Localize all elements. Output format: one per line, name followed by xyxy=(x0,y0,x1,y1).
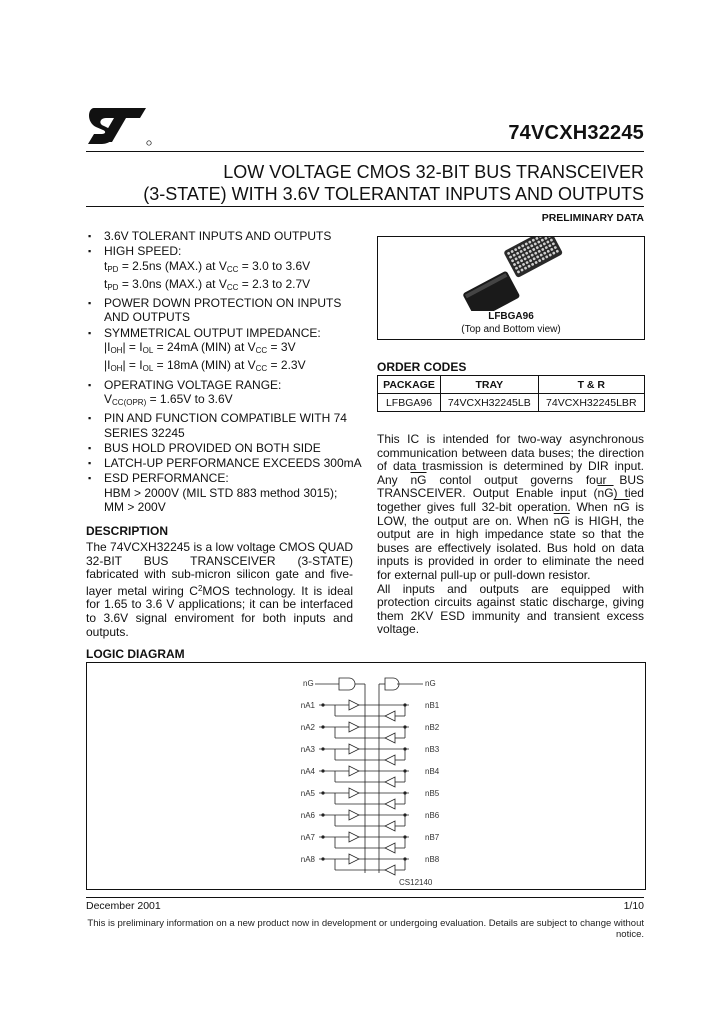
feature-item: ▪ POWER DOWN PROTECTION ON INPUTS AND OUTPUTS xyxy=(88,296,342,325)
junction-dot xyxy=(321,857,324,860)
footer-note: This is preliminary information on a new product now in development or undergoing evaluation. Details are subject to change without notice. xyxy=(87,918,644,940)
buffer-right-icon xyxy=(349,700,359,710)
figure-code: CS12140 xyxy=(399,878,433,887)
st-logo xyxy=(86,104,152,146)
b-pin-label: nB7 xyxy=(425,833,440,842)
b-pin-label: nB1 xyxy=(425,701,440,710)
buffer-right-icon xyxy=(349,722,359,732)
buffer-left-icon xyxy=(385,711,395,721)
a-pin-label: nA7 xyxy=(300,833,315,842)
buffer-left-icon xyxy=(385,843,395,853)
title-line-2: (3-STATE) WITH 3.6V TOLERANTAT INPUTS AND OUTPUTS xyxy=(143,184,644,204)
b-pin-label: nB5 xyxy=(425,789,440,798)
description-heading: DESCRIPTION xyxy=(86,524,169,538)
b-pin-label: nB3 xyxy=(425,745,440,754)
logic-diagram-heading: LOGIC DIAGRAM xyxy=(86,647,185,661)
column-header: T & R xyxy=(538,376,644,394)
a-pin-label: nA6 xyxy=(300,811,315,820)
buffer-right-icon xyxy=(349,810,359,820)
buffer-left-icon xyxy=(385,777,395,787)
order-codes-table xyxy=(377,375,645,412)
package-caption: (Top and Bottom view) xyxy=(461,324,561,335)
control-label-right: nG xyxy=(425,679,436,688)
feature-list xyxy=(86,229,366,515)
header-rule xyxy=(86,151,644,152)
function-text: This IC is intended for two-way asynchronous communication between data buses; the direction of data trasmission is determined by DIR input. Any $\overline{nG}$ contol output governs four BUS TRANSCEIVER. Output Enable input $(\overline{nG})$ tied together gives full 32-bit operation. When $\overline{nG}$ is LOW, the output are on. When $\overline{nG}$ is HIGH, the output are in high impedance state so that the buses are effectively isolated. Bus hold on data inputs is provided in order to eliminate the need for external pull-up or pull-down resistor. All inputs and outputs are equipped with protection circuits against static discharge, giving them 2KV ESD immunity and transient excess voltage. xyxy=(377,432,644,637)
buffer-left-icon xyxy=(385,799,395,809)
bga-package-image xyxy=(378,237,644,311)
a-pin-label: nA4 xyxy=(300,767,315,776)
footer-rule xyxy=(86,897,644,898)
table-cell: LFBGA96 xyxy=(378,394,441,412)
table-header-row xyxy=(378,376,645,394)
column-header: PACKAGE xyxy=(378,376,441,394)
feature-item: ▪ 3.6V TOLERANT INPUTS AND OUTPUTS xyxy=(88,229,332,243)
bullet-icon: ▪ xyxy=(88,327,92,338)
feature-item: ▪ ESD PERFORMANCE: HBM > 2000V (MIL STD 883 method 3015); MM > 200V xyxy=(88,471,338,515)
footer-date: December 2001 xyxy=(86,900,161,912)
page-title xyxy=(86,161,644,205)
feature-item: ▪ SYMMETRICAL OUTPUT IMPEDANCE: $|I_{OH}| = I_{OL} = 24mA$ (MIN) at $V_{CC} = 3V$ $|I_{OH}| = I_{OL} = 18mA$ (MIN) at $V_{CC} = 2.3V$ xyxy=(88,325,321,374)
buffer-right-icon xyxy=(349,766,359,776)
b-pin-label: nB4 xyxy=(425,767,440,776)
and-gate-icon xyxy=(339,678,355,690)
order-codes-heading: ORDER CODES xyxy=(377,360,467,374)
junction-dot xyxy=(321,703,324,706)
control-label-left: nG xyxy=(303,679,314,688)
column-header: TRAY xyxy=(441,376,539,394)
table-cell: 74VCXH32245LB xyxy=(441,394,539,412)
preliminary-label: PRELIMINARY DATA xyxy=(541,212,644,224)
buffer-left-icon xyxy=(385,755,395,765)
buffer-left-icon xyxy=(385,821,395,831)
logic-diagram xyxy=(86,662,646,890)
feature-item: ▪ PIN AND FUNCTION COMPATIBLE WITH 74 SERIES 32245 xyxy=(88,411,347,440)
logic-diagram-svg xyxy=(87,663,645,889)
table-row xyxy=(378,394,645,412)
buffer-right-icon xyxy=(349,788,359,798)
package-figure xyxy=(377,236,645,340)
feature-item: ▪ BUS HOLD PROVIDED ON BOTH SIDE xyxy=(88,440,321,455)
junction-dot xyxy=(321,835,324,838)
feature-item: ▪ LATCH-UP PERFORMANCE EXCEEDS 300mA xyxy=(88,456,362,471)
table-cell: 74VCXH32245LBR xyxy=(538,394,644,412)
buffer-left-icon xyxy=(385,733,395,743)
buffer-right-icon xyxy=(349,744,359,754)
a-pin-label: nA2 xyxy=(300,723,315,732)
junction-dot xyxy=(321,791,324,794)
b-pin-label: nB8 xyxy=(425,855,440,864)
feature-item: ▪ OPERATING VOLTAGE RANGE: $V_{CC(OPR)} = 1.65V$ to 3.6V xyxy=(88,377,282,407)
bullet-icon: ▪ xyxy=(88,458,92,469)
bullet-icon: ▪ xyxy=(88,473,92,484)
a-pin-label: nA1 xyxy=(300,701,315,710)
b-pin-label: nB6 xyxy=(425,811,440,820)
bullet-icon: ▪ xyxy=(88,231,92,241)
bullet-icon: ▪ xyxy=(88,442,92,453)
junction-dot xyxy=(321,725,324,728)
buffer-right-icon xyxy=(349,832,359,842)
bullet-icon: ▪ xyxy=(88,413,92,424)
page-number: 1/10 xyxy=(623,900,644,912)
part-number: 74VCXH32245 xyxy=(508,122,644,144)
package-name: LFBGA96 xyxy=(488,311,534,322)
junction-dot xyxy=(321,813,324,816)
bullet-icon: ▪ xyxy=(88,246,92,257)
a-pin-label: nA8 xyxy=(300,855,315,864)
buffer-left-icon xyxy=(385,865,395,875)
title-rule xyxy=(86,206,644,207)
b-pin-label: nB2 xyxy=(425,723,440,732)
junction-dot xyxy=(321,769,324,772)
buffer-right-icon xyxy=(349,854,359,864)
description-text: The 74VCXH32245 is a low voltage CMOS QUAD 32-BIT BUS TRANSCEIVER (3-STATE) fabricated with sub-micron silicon gate and five-layer metal wiring $C^2MOS$ technology. It is ideal for 1.65 to 3.6 V applications; it can be interfaced to 3.6V signal enviroment for both inputs and outputs. xyxy=(86,540,353,639)
title-line-1: LOW VOLTAGE CMOS 32-BIT BUS TRANSCEIVER xyxy=(223,162,644,182)
a-pin-label: nA3 xyxy=(300,745,315,754)
feature-item: ▪ HIGH SPEED: $t_{PD} = 2.5ns$ (MAX.) at $V_{CC} = 3.0$ to 3.6V $t_{PD} = 3.0ns$ (MAX.) at $V_{CC} = 2.3$ to 2.7V xyxy=(88,244,311,292)
and-gate-icon xyxy=(385,678,399,690)
junction-dot xyxy=(321,747,324,750)
bullet-icon: ▪ xyxy=(88,298,92,309)
a-pin-label: nA5 xyxy=(300,789,315,798)
bullet-icon: ▪ xyxy=(88,379,92,390)
